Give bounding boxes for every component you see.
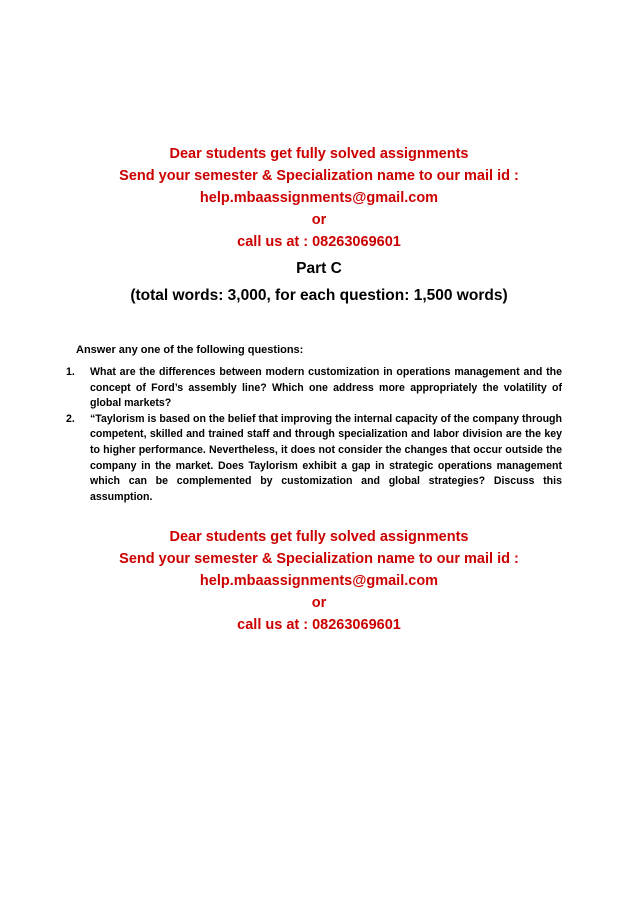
question-list xyxy=(66,365,562,505)
promo-phone: call us at : 08263069601 xyxy=(237,234,401,250)
promo-headline: Dear students get fully solved assignments xyxy=(169,146,469,162)
promo-block-top xyxy=(0,143,638,253)
promo-instruction: Send your semester & Specialization name to our mail id : xyxy=(119,168,519,184)
question-number: 2. xyxy=(66,412,75,425)
question-item xyxy=(66,365,562,412)
promo-or: or xyxy=(311,595,327,611)
promo-phone: call us at : 08263069601 xyxy=(237,617,401,633)
promo-headline: Dear students get fully solved assignments xyxy=(169,529,469,545)
promo-block-bottom xyxy=(0,526,638,636)
promo-email: help.mbaassignments@gmail.com xyxy=(199,573,439,589)
part-subtitle: (total words: 3,000, for each question: 1,500 words) xyxy=(130,287,508,304)
question-text: “Taylorism is based on the belief that improving the internal capacity of the company through competent, skilled and trained staff and through specialization and labor division are the key to higher performance. Nevertheless, it does not consider the changes that occur outside the company in the market. Does Taylorism exhibit a gap in strategic operations management which can be complemented by customization and global strategies? Discuss this assumption. xyxy=(90,412,562,503)
part-title: Part C xyxy=(296,260,342,277)
promo-email: help.mbaassignments@gmail.com xyxy=(199,190,439,206)
question-text: What are the differences between modern customization in operations management and the concept of Ford’s assembly line? Which one address more appropriately the volatility of global markets? xyxy=(90,366,562,410)
promo-or: or xyxy=(311,212,327,228)
instruction-text: Answer any one of the following questions: xyxy=(76,344,304,356)
question-number: 1. xyxy=(66,366,75,378)
question-item xyxy=(66,412,562,506)
promo-instruction: Send your semester & Specialization name to our mail id : xyxy=(119,551,519,567)
